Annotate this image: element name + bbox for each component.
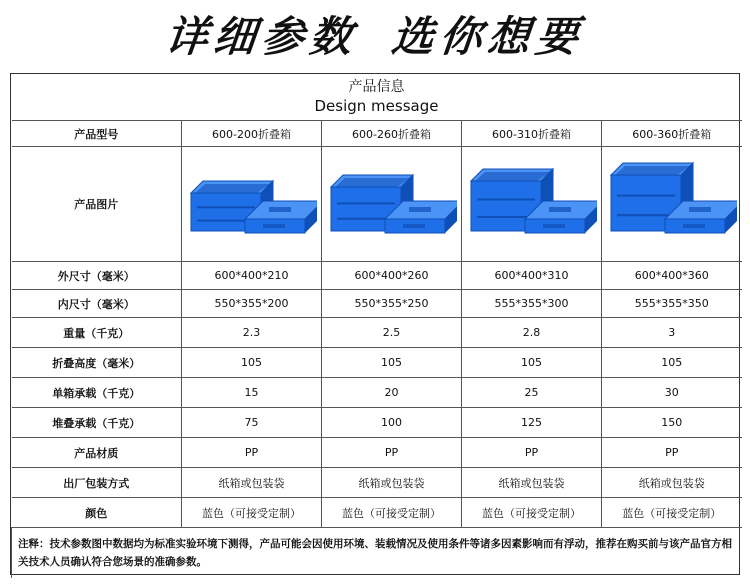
label-weight: 重量（千克） <box>12 318 182 348</box>
folded-height-cell: 105 <box>602 348 742 378</box>
label-image: 产品图片 <box>12 147 182 262</box>
label-model: 产品型号 <box>12 121 182 147</box>
outer-size-cell: 600*400*310 <box>462 262 602 290</box>
header-cn: 产品信息 <box>348 79 405 95</box>
folding-crate-image <box>467 159 597 249</box>
label-packing: 出厂包装方式 <box>12 468 182 498</box>
label-single-load: 单箱承载（千克） <box>12 378 182 408</box>
label-folded-height: 折叠高度（毫米） <box>12 348 182 378</box>
stack-load-cell: 75 <box>182 408 322 438</box>
label-stack-load: 堆叠承载（千克） <box>12 408 182 438</box>
table-header <box>12 74 742 121</box>
model-cell: 600-360折叠箱 <box>602 121 742 147</box>
material-cell: PP <box>182 438 322 468</box>
weight-cell: 2.5 <box>322 318 462 348</box>
packing-cell: 纸箱或包装袋 <box>182 468 322 498</box>
color-cell: 蓝色（可接受定制） <box>462 498 602 528</box>
weight-cell: 3 <box>602 318 742 348</box>
inner-size-cell: 555*355*350 <box>602 290 742 318</box>
model-cell: 600-310折叠箱 <box>462 121 602 147</box>
inner-size-cell: 550*355*200 <box>182 290 322 318</box>
color-cell: 蓝色（可接受定制） <box>602 498 742 528</box>
product-image-cell <box>322 147 462 262</box>
header-en: Design message <box>314 97 439 115</box>
folding-crate-image <box>187 159 317 249</box>
packing-cell: 纸箱或包装袋 <box>322 468 462 498</box>
label-inner-size: 内尺寸（毫米） <box>12 290 182 318</box>
inner-size-cell: 555*355*300 <box>462 290 602 318</box>
packing-cell: 纸箱或包装袋 <box>602 468 742 498</box>
product-image-cell <box>182 147 322 262</box>
banner-title-right: 选你想要 <box>389 12 587 61</box>
product-image-cell <box>602 147 742 262</box>
folded-height-cell: 105 <box>182 348 322 378</box>
stack-load-cell: 125 <box>462 408 602 438</box>
material-cell: PP <box>602 438 742 468</box>
folding-crate-image <box>327 159 457 249</box>
outer-size-cell: 600*400*260 <box>322 262 462 290</box>
inner-size-cell: 550*355*250 <box>322 290 462 318</box>
outer-size-cell: 600*400*360 <box>602 262 742 290</box>
outer-size-cell: 600*400*210 <box>182 262 322 290</box>
material-cell: PP <box>322 438 462 468</box>
model-cell: 600-200折叠箱 <box>182 121 322 147</box>
folded-height-cell: 105 <box>322 348 462 378</box>
spec-table <box>10 73 740 575</box>
single-load-cell: 20 <box>322 378 462 408</box>
label-material: 产品材质 <box>12 438 182 468</box>
folded-height-cell: 105 <box>462 348 602 378</box>
color-cell: 蓝色（可接受定制） <box>322 498 462 528</box>
stack-load-cell: 150 <box>602 408 742 438</box>
title-banner <box>0 0 750 68</box>
stack-load-cell: 100 <box>322 408 462 438</box>
label-outer-size: 外尺寸（毫米） <box>12 262 182 290</box>
color-cell: 蓝色（可接受定制） <box>182 498 322 528</box>
label-color: 颜色 <box>12 498 182 528</box>
disclaimer-note: 注释：技术参数图中数据均为标准实验环境下测得，产品可能会因使用环境、装载情况及使用条件等诸多因素影响而有浮动，推荐在购买前与该产品官方相关技术人员确认符合您场景的准确参数。 <box>12 528 742 579</box>
weight-cell: 2.3 <box>182 318 322 348</box>
folding-crate-image <box>607 159 737 249</box>
packing-cell: 纸箱或包装袋 <box>462 468 602 498</box>
single-load-cell: 30 <box>602 378 742 408</box>
material-cell: PP <box>462 438 602 468</box>
weight-cell: 2.8 <box>462 318 602 348</box>
single-load-cell: 25 <box>462 378 602 408</box>
single-load-cell: 15 <box>182 378 322 408</box>
model-cell: 600-260折叠箱 <box>322 121 462 147</box>
product-image-cell <box>462 147 602 262</box>
banner-title-left: 详细参数 <box>163 12 361 61</box>
